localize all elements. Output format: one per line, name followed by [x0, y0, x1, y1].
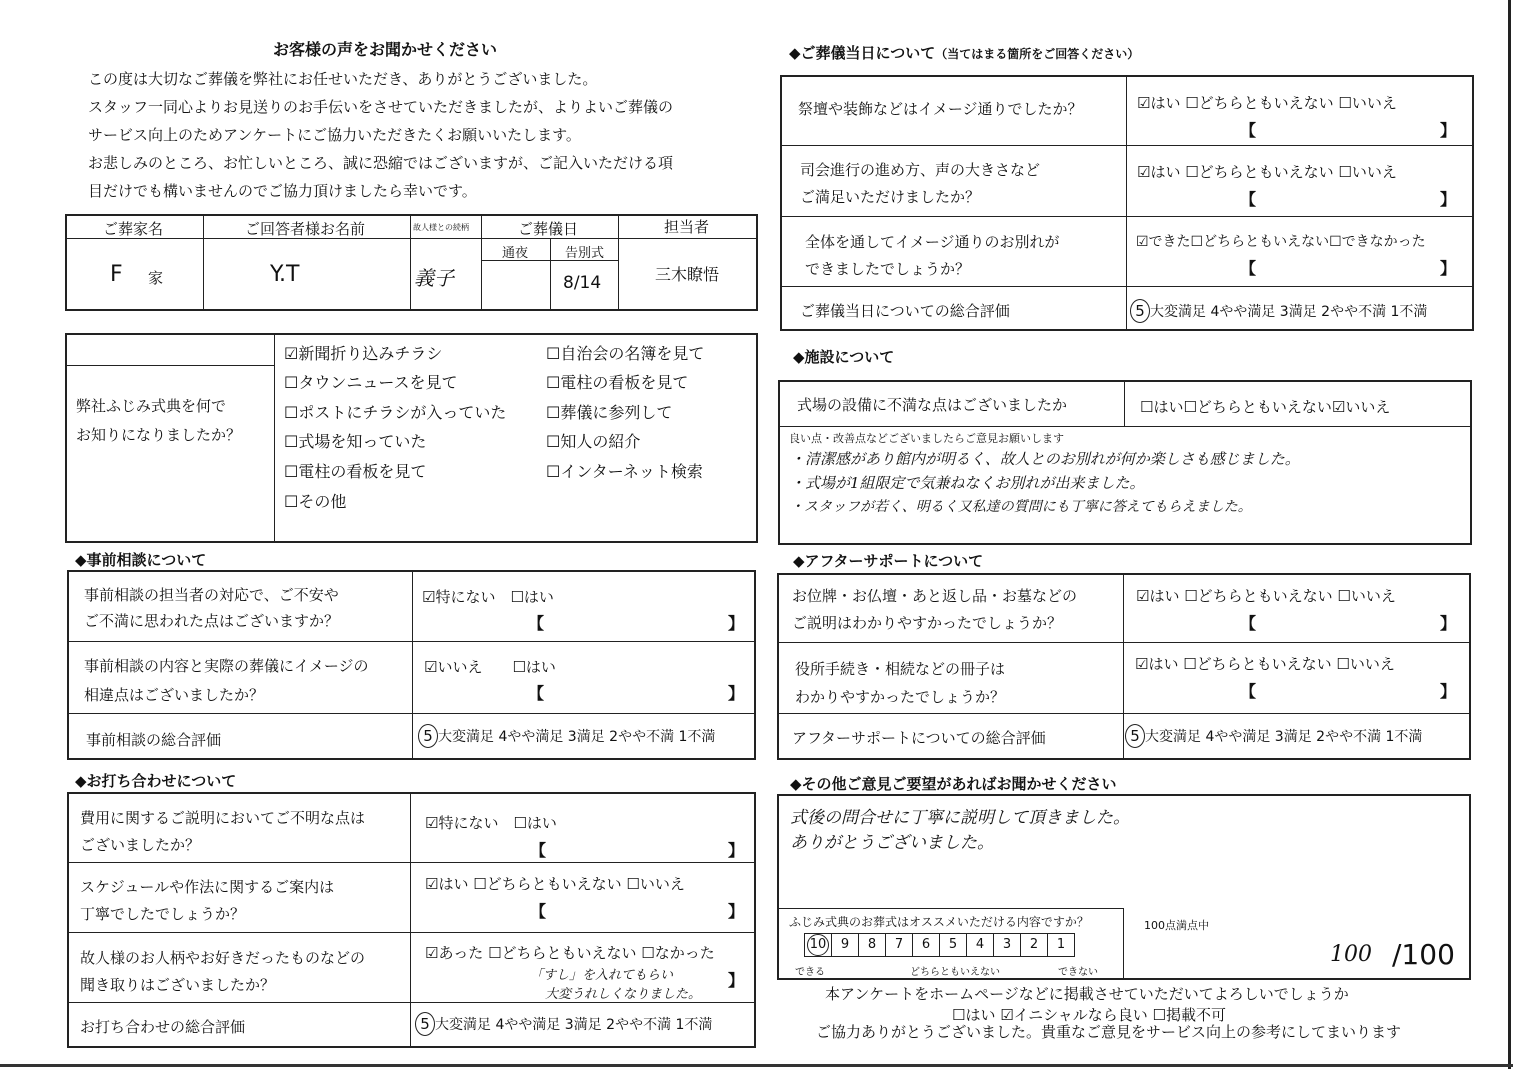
intro-line: 目だけでも構いませんのでご協力頂けましたら幸いです。	[88, 182, 477, 200]
pre-overall-label: 事前相談の総合評価	[86, 731, 222, 749]
after-overall-rating[interactable]: 5 大変満足 4やや満足 3満足 2やや不満 1不満	[1125, 724, 1422, 748]
intro-line: お悲しみのところ、お忙しいところ、誠に恐縮ではございますが、ご記入いただける項	[88, 154, 674, 172]
scale-cell[interactable]: 8	[859, 934, 886, 956]
day-q2-line1: 司会進行の進め方、声の大きさなど	[800, 161, 1041, 179]
meeting-q3-line1: 故人様のお人柄やお好きだったものなどの	[80, 949, 366, 967]
meeting-q3-answer[interactable]: ☑あった ☐どちらともいえない ☐なかった	[425, 944, 715, 962]
respondent-name: Y.T	[270, 262, 300, 287]
option-pole-sign[interactable]: ☐電柱の看板を見て	[546, 373, 689, 392]
facility-q1: 式場の設備に不満な点はございましたか	[797, 396, 1068, 414]
meeting-q2-line2: 丁寧でしたでしょうか？	[80, 905, 246, 923]
pre-q1-answer[interactable]: ☑特にない ☐はい	[422, 588, 554, 606]
after-q1-line2: ご説明はわかりやすかったでしょうか？	[792, 614, 1063, 632]
scale-cell[interactable]: 9	[832, 934, 859, 956]
scale-cell[interactable]: 1	[1056, 937, 1066, 952]
points-value: 100	[1330, 942, 1372, 967]
facility-comment: ・式場が1組限定で気兼ねなくお別れが出来ました。	[790, 474, 1145, 492]
survey-title: お客様の声をお聞かせください	[273, 40, 498, 59]
rating-circle: 5	[1125, 724, 1145, 748]
option-community[interactable]: ☐自治会の名簿を見て	[546, 344, 705, 363]
points-max: /100	[1392, 938, 1455, 971]
header-respondent: ご回答者様お名前	[245, 220, 366, 238]
day-q3-answer[interactable]: ☑できた☐どちらともいえない☐できなかった	[1136, 234, 1426, 250]
meeting-overall-label: お打ち合わせの総合評価	[80, 1018, 246, 1036]
header-staff: 担当者	[664, 218, 710, 236]
meeting-q3-line2: 聞き取りはございましたか？	[80, 976, 276, 994]
intro-line: スタッフ一同心よりお見送りのお手伝いをさせていただきましたが、よりよいご葬儀の	[88, 98, 674, 116]
family-suffix: 家	[148, 269, 164, 287]
how-known-q1: 弊社ふじみ式典を何で	[76, 397, 227, 415]
day-q3-line1: 全体を通してイメージ通りのお別れが	[805, 233, 1060, 251]
pre-q1-line1: 事前相談の担当者の対応で、ご不安や	[84, 586, 339, 604]
after-overall-label: アフターサポートについての総合評価	[792, 729, 1046, 747]
meeting-q1-line2: ございましたか？	[80, 836, 201, 854]
after-q2-line2: わかりやすかったでしょうか？	[795, 688, 1006, 706]
section-other: ◆その他ご意見ご要望があればお聞かせください	[790, 775, 1117, 793]
publish-options[interactable]: ☐はい ☑イニシャルなら良い ☐掲載不可	[952, 1006, 1226, 1024]
header-relation: 故人様との続柄	[413, 223, 469, 232]
facility-comment: ・清潔感があり館内が明るく、故人とのお別れが何か楽しさも感じました。	[790, 450, 1300, 468]
section-funeral-day: ◆ご葬儀当日について（当てはまる箇所をご回答ください）	[789, 44, 1140, 62]
recommend-question: ふじみ式典のお葬式はオススメいただける内容ですか？	[789, 915, 1089, 929]
scale-left-label: できる	[795, 967, 825, 978]
option-flyer[interactable]: ☐ポストにチラシが入っていた	[284, 403, 507, 422]
points-label: 100点満点中	[1144, 919, 1209, 932]
intro-line: この度は大切なご葬儀を弊社にお任せいただき、ありがとうございました。	[88, 70, 598, 88]
meeting-q2-line1: スケジュールや作法に関するご案内は	[80, 878, 335, 896]
facility-comment: ・スタッフが若く、明るく又私達の質問にも丁寧に答えてもらえました。	[790, 499, 1252, 515]
day-overall-rating[interactable]: 5 大変満足 4やや満足 3満足 2やや不満 1不満	[1130, 299, 1427, 323]
header-date: ご葬儀日	[518, 220, 579, 238]
after-q2-answer[interactable]: ☑はい ☐どちらともいえない ☐いいえ	[1135, 655, 1395, 673]
scale-cell[interactable]: 5	[940, 934, 967, 956]
pre-q2-line2: 相違点はございましたか？	[84, 686, 265, 704]
day-q3-line2: できましたでしょうか？	[805, 260, 971, 278]
day-q1: 祭壇や装飾などはイメージ通りでしたか？	[798, 100, 1083, 118]
rating-circle: 5	[1130, 299, 1150, 323]
meeting-q1-answer[interactable]: ☑特にない ☐はい	[425, 814, 557, 832]
option-pole-sign-2[interactable]: ☐電柱の看板を見て	[284, 462, 427, 481]
rating-circle: 5	[415, 1012, 435, 1036]
after-q1-line1: お位牌・お仏壇・あと返し品・お墓などの	[792, 587, 1078, 605]
scale-right-label: できない	[1058, 967, 1098, 978]
day-q2-line2: ご満足いただけましたか？	[800, 188, 981, 206]
other-comment: ありがとうございました。	[790, 833, 994, 853]
ceremony-date: 8/14	[563, 273, 602, 293]
intro-line: サービス向上のためアンケートにご協力いただきたくお願いいたします。	[88, 126, 581, 144]
section-meeting: ◆お打ち合わせについて	[75, 772, 237, 790]
scale-cell[interactable]: 7	[886, 934, 913, 956]
meeting-q1-line1: 費用に関するご説明においてご不明な点は	[80, 809, 366, 827]
header-wake: 通夜	[502, 246, 529, 261]
option-other[interactable]: ☐その他	[284, 492, 347, 511]
family-initial: F	[110, 262, 123, 287]
after-q1-answer[interactable]: ☑はい ☐どちらともいえない ☐いいえ	[1136, 587, 1396, 605]
day-overall-label: ご葬儀当日についての総合評価	[800, 302, 1010, 320]
facility-comment-prompt: 良い点・改善点などございましたらご意見お願いします	[789, 432, 1064, 445]
option-referral[interactable]: ☐知人の紹介	[546, 432, 641, 451]
header-family: ご葬家名	[103, 220, 164, 238]
scale-cell[interactable]: 10	[805, 934, 832, 956]
day-q2-answer[interactable]: ☑はい ☐どちらともいえない ☐いいえ	[1137, 163, 1397, 181]
pre-q2-answer[interactable]: ☑いいえ ☐はい	[424, 658, 556, 676]
pre-overall-rating[interactable]: 5 大変満足 4やや満足 3満足 2やや不満 1不満	[418, 724, 715, 748]
option-town-news[interactable]: ☐タウンニュースを見て	[284, 373, 458, 392]
header-ceremony: 告別式	[565, 246, 605, 261]
scale-mid-label: どちらともいえない	[910, 967, 1000, 978]
option-attended[interactable]: ☐葬儀に参列して	[546, 403, 673, 422]
section-after-support: ◆アフターサポートについて	[793, 552, 984, 570]
facility-q1-answer[interactable]: ☐はい☐どちらともいえない☑いいえ	[1140, 398, 1391, 416]
recommend-scale[interactable]	[804, 933, 1075, 957]
option-venue[interactable]: ☐式場を知っていた	[284, 432, 427, 451]
staff-name: 三木瞭悟	[655, 265, 720, 284]
meeting-overall-rating[interactable]: 5 大変満足 4やや満足 3満足 2やや不満 1不満	[415, 1012, 712, 1036]
scale-cell[interactable]: 3	[994, 934, 1021, 956]
relation-value: 義子	[414, 266, 454, 290]
section-pre-consult: ◆事前相談について	[75, 551, 207, 569]
rating-circle: 5	[418, 724, 438, 748]
thanks-text: ご協力ありがとうございました。貴重なご意見をサービス向上の参考にしてまいります	[816, 1023, 1402, 1041]
scale-cell[interactable]: 6	[913, 934, 940, 956]
meeting-q3-comment: 「すし」を入れてもらい	[530, 968, 674, 983]
meeting-q2-answer[interactable]: ☑はい ☐どちらともいえない ☐いいえ	[425, 875, 685, 893]
scale-cell[interactable]: 2	[1021, 934, 1048, 956]
option-newspaper[interactable]: ☑新聞折り込みチラシ	[284, 344, 443, 363]
publish-question: 本アンケートをホームページなどに掲載させていただいてよろしいでしょうか	[825, 985, 1349, 1003]
meeting-q3-comment: 大変うれしくなりました。	[545, 987, 702, 1002]
other-comment: 式後の問合せに丁寧に説明して頂きました。	[790, 808, 1130, 828]
pre-q1-line2: ご不満に思われた点はございますか？	[84, 612, 340, 630]
option-internet[interactable]: ☐インターネット検索	[546, 462, 703, 481]
day-q1-answer[interactable]: ☑はい ☐どちらともいえない ☐いいえ	[1137, 94, 1397, 112]
section-facility: ◆施設について	[793, 348, 895, 366]
scale-cell[interactable]: 4	[967, 934, 994, 956]
pre-q2-line1: 事前相談の内容と実際の葬儀にイメージの	[84, 657, 369, 675]
how-known-q2: お知りになりましたか？	[76, 426, 242, 444]
after-q2-line1: 役所手続き・相続などの冊子は	[795, 660, 1006, 678]
